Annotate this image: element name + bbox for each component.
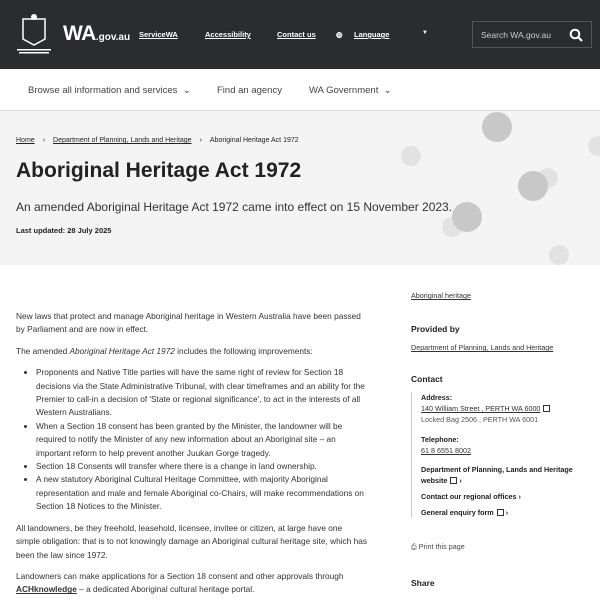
postal-address: Locked Bag 2506 , PERTH WA 6001 <box>421 415 539 424</box>
share-heading: Share <box>411 578 435 588</box>
paragraph: Landowners can make applications for a Section 18 consent and other approvals through ACHknowledge – a dedicated Aboriginal cultural heritage portal. <box>16 570 344 595</box>
breadcrumb-current: Aboriginal Heritage Act 1972 <box>209 137 299 144</box>
search-icon[interactable] <box>569 28 583 42</box>
contact-heading: Contact <box>411 374 443 384</box>
achknowledge-link[interactable]: ACHknowledge <box>16 584 77 595</box>
search-input[interactable] <box>472 21 592 48</box>
accessibility-link[interactable]: Accessibility <box>205 30 251 39</box>
globe-icon: ◍ <box>336 30 343 39</box>
printer-icon: ⎙ <box>411 542 417 551</box>
breadcrumb-home[interactable]: Home <box>16 137 35 144</box>
hand-pointer-icon <box>452 202 482 232</box>
site-header <box>0 0 600 69</box>
chevron-right-icon: › <box>42 137 46 144</box>
info-icon <box>518 171 548 201</box>
nav-find-agency[interactable]: Find an agency <box>217 85 282 96</box>
list-item: • A new statutory Aboriginal Cultural Heritage Committee, with majority Aboriginal representation and male and female Aboriginal co-Chairs, will make recommendations on Section 18 Notices to the Minister. <box>36 473 368 513</box>
regional-offices-link[interactable]: Contact our regional offices › <box>421 492 521 501</box>
nav-browse[interactable]: Browse all information and services ⌄ <box>28 85 191 96</box>
external-link-icon <box>450 477 457 484</box>
main-content <box>16 310 368 605</box>
agency-link[interactable]: Department of Planning, Lands and Heritage <box>411 343 554 352</box>
wa-gov-logo[interactable] <box>63 22 130 46</box>
external-link-icon <box>543 405 550 412</box>
brand-suffix: .gov.au <box>95 32 131 43</box>
website-link[interactable]: Department of Planning, Lands and Heritage website › <box>421 465 573 485</box>
breadcrumb <box>16 137 299 144</box>
dropdown-arrow-icon[interactable]: ▼ <box>422 30 428 36</box>
contact-us-link[interactable]: Contact us <box>277 30 316 39</box>
page-hero <box>0 111 600 265</box>
layers-icon <box>482 112 512 142</box>
phone-label: Telephone: <box>421 435 459 444</box>
decorative-icon <box>549 245 569 265</box>
phone-link[interactable]: 61 8 6551 8002 <box>421 446 471 455</box>
page-title: Aboriginal Heritage Act 1972 <box>16 159 302 182</box>
improvements-list <box>16 366 368 513</box>
list-item: • When a Section 18 consent has been granted by the Minister, the landowner will be required to notify the Minister of any new information about an Aboriginal site – an important reform to help prevent another Juukan Gorge tragedy. <box>36 420 368 460</box>
address-label: Address: <box>421 393 453 402</box>
servicewa-link[interactable]: ServiceWA <box>139 30 178 39</box>
search-placeholder: Search WA.gov.au <box>481 30 551 40</box>
address-link[interactable]: 140 William Street , PERTH WA 6000 <box>421 404 541 413</box>
language-select[interactable]: Language <box>354 30 390 39</box>
paragraph: The amended Aboriginal Heritage Act 1972 includes the following improvements: <box>16 345 313 356</box>
topic-link[interactable]: Aboriginal heritage <box>411 291 471 300</box>
chevron-right-icon: › <box>199 137 202 144</box>
contact-box <box>411 392 596 518</box>
external-link-icon <box>497 509 504 516</box>
list-item: • Proponents and Native Title parties will have the same right of review for Section 18 decisions via the State Administrative Tribunal, with clear timeframes and an ability for the Premier to call-in a decision of 'State or regional significance', to act in the interests of all Western Australians. <box>36 366 368 420</box>
sidebar <box>411 291 596 588</box>
main-nav <box>0 69 600 111</box>
breadcrumb-department[interactable]: Department of Planning, Lands and Heritage <box>53 137 192 144</box>
page-subtitle: An amended Aboriginal Heritage Act 1972 came into effect on 15 November 2023. <box>16 200 453 214</box>
nav-wa-government[interactable]: WA Government ⌄ <box>309 85 392 96</box>
provided-by-heading: Provided by <box>411 324 460 334</box>
paragraph: New laws that protect and manage Aboriginal heritage in Western Australia have been passed by Parliament and are now in effect. <box>16 311 361 335</box>
list-item: • Section 18 Consents will transfer where there is a change in land ownership. <box>36 460 368 473</box>
brand: WA <box>63 22 96 45</box>
wa-crest-logo[interactable] <box>15 13 53 55</box>
last-updated: Last updated: 28 July 2025 <box>16 226 112 235</box>
print-button[interactable]: ⎙ Print this page <box>411 542 465 551</box>
decorative-icon <box>588 136 600 156</box>
enquiry-form-link[interactable]: General enquiry form › <box>421 508 509 517</box>
paragraph: All landowners, be they freehold, leasehold, licensee, invitee or citizen, at large have one simple obligation: that is to not knowingly damage an Aboriginal cultural heritage site, which has been the law since 1972. <box>16 522 367 560</box>
decorative-icon <box>401 146 421 166</box>
